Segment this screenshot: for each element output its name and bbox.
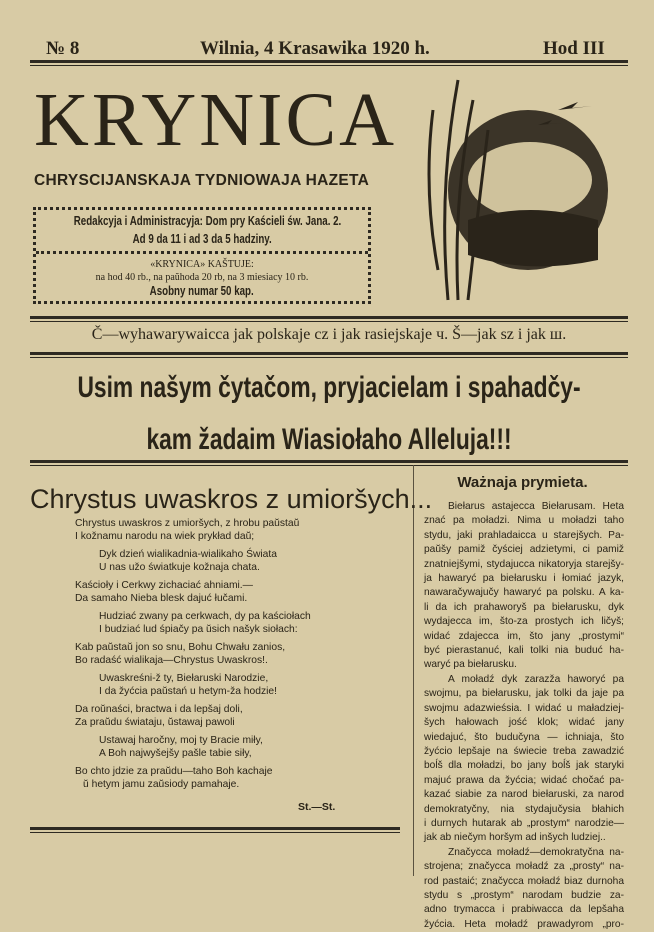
article-line: znatniejšymi, stydajucca nikatoryja starejšy- xyxy=(424,558,624,570)
article-line: Značycca moładź—demokratyčna na- xyxy=(448,846,624,858)
divider xyxy=(30,460,628,466)
poem-line: Bo radaść wialikaja—Chrystus Uwaskros!. xyxy=(75,654,268,666)
article-line: boĺš dla moładzi, bo jany boĺš jak staryki xyxy=(424,760,624,772)
article-line: kazać siabie za narod biełaruski, za narod xyxy=(424,789,624,801)
article-line: adno trymacca i prabiwacca da lepšaha xyxy=(424,904,624,916)
poem-stanza xyxy=(75,673,405,698)
poem-line: I budziać lud śpiačy pa ŭsich našyk siołach: xyxy=(99,623,298,635)
newspaper-title: KRYNICA xyxy=(34,78,398,162)
poem-line: I kožnamu narodu na wiek prykład daŭ; xyxy=(75,530,255,542)
poem-stanza xyxy=(75,642,405,667)
poem-line: U nas užo światkuje kožnaja chata. xyxy=(99,561,260,573)
poem-line: Kab paŭstaŭ jon so snu, Bohu Chwału zanios, xyxy=(75,642,286,653)
poem-stanza xyxy=(75,549,405,574)
easter-greeting-headline xyxy=(40,362,618,466)
divider xyxy=(30,60,628,66)
poem-line: Da roŭnaści, bractwa i da lepšaj doli, xyxy=(75,704,243,715)
article-line: i durnych hutarak ab „prostym“ narodzie— xyxy=(424,817,624,829)
article-line: rod pastaić; značycca moładź biaz durnoha xyxy=(424,875,624,887)
reeds-and-birds-illustration xyxy=(418,70,618,310)
poem-stanza xyxy=(75,766,405,791)
article-line: žyćcia. Heta moładź prawadyrom „pro- xyxy=(424,918,624,930)
article-line: stydu, jaki prahladaicca u starejšych. Pa- xyxy=(424,529,624,541)
article-line: demokratyčny, nia stydajučysia błahich xyxy=(424,803,624,815)
poem-signature: St.—St. xyxy=(298,801,336,813)
article-line: widać zdajecca im, što jany „prostymi“ xyxy=(424,630,624,642)
article-line: žyćcio lepšaje na świecie treba zawadzić xyxy=(424,745,624,757)
article-line: paŭšy pamiž čyściej adzietymi, ci pamiž xyxy=(424,544,624,556)
article-line: swojmu, pa biełarusku, jak tolki da jaje pa xyxy=(424,688,624,700)
article-line: być pierastanuć, kali tolki nia buduć ha- xyxy=(424,645,624,657)
poem-line: I da žyćcia paŭstań u hetym-ža hodzie! xyxy=(99,685,278,697)
poem-line: Chrystus uwaskros z umioršych, z hrobu paŭstaŭ xyxy=(75,518,300,529)
price-heading: «KRYNICA» KAŠTUJE: xyxy=(150,259,254,270)
article-line: znać pa moładzi. Nima u moładzi taho xyxy=(424,515,624,527)
poem-line: ŭ hetym jamu zaŭsiody pamahaje. xyxy=(83,778,240,790)
single-issue-price: Asobny numar 50 kap. xyxy=(149,284,255,298)
poem-stanza xyxy=(75,611,405,636)
article-line: Biełarus astajecca Biełarusam. Heta xyxy=(448,501,624,512)
article-title: Ważnaja prymieta. xyxy=(457,474,588,491)
article-line: ja hawaryć pa biełarusku i łomiać jazyk, xyxy=(424,573,624,585)
article-line: wiedajuć, što budučyna — ichniaja, što xyxy=(424,731,624,743)
poem-line: Za praŭdu świataju, ŭstawaj pawoli xyxy=(75,716,235,728)
article-line: šych hałowach jość klok; widać jany xyxy=(424,717,624,729)
divider xyxy=(30,352,628,358)
address: Redakcyja i Administracyja: Dom pry Kaścieli św. Jana. 2. xyxy=(73,214,342,228)
poem-line: Hudziać zwany pa cerkwach, dy pa kaściołach xyxy=(99,611,311,622)
article-line: nawaračywajučy hawaryć pa polsku. A ka- xyxy=(424,587,624,599)
office-hours: Ad 9 da 11 i ad 3 da 5 hadziny. xyxy=(132,232,272,246)
poem-line: Kaścioły i Cerkwy zichaciać ahniami.— xyxy=(75,580,253,591)
article-line: waryć pa biełarusku. xyxy=(424,659,517,671)
issue-number: № 8 xyxy=(46,38,80,59)
alphabet-note: Č—wyhawarywaicca jak polskaje cz i jak rasiejskaje ч. Š—jak sz i jak ш. xyxy=(91,326,567,343)
prices: na hod 40 rb., na paŭhoda 20 rb, na 3 miesiacy 10 rb. xyxy=(95,272,309,283)
column-divider xyxy=(413,465,414,876)
divider xyxy=(30,316,628,322)
headline-line: kam žadaim Wiasiołaho Alleluja!!! xyxy=(146,423,512,456)
poem-stanza xyxy=(75,704,405,729)
poem-line: Dyk dzień wialikadnia-wialikaho Świata xyxy=(99,549,277,560)
poem-line: A Boh najwyšejšy pašle tabie siły, xyxy=(99,747,252,759)
article-line: A moładź dyk zarazža haworyć pa xyxy=(448,673,624,685)
article-line: wydajecca im, što-za prostych ich ličyš; xyxy=(424,616,624,628)
divider xyxy=(30,827,400,833)
poem-stanza xyxy=(75,518,405,543)
article-body xyxy=(424,500,624,932)
info-box xyxy=(33,207,371,304)
poem-line: Ustawaj haročny, moj ty Bracie miły, xyxy=(99,735,263,746)
issue-date: Wilnia, 4 Krasawika 1920 h. xyxy=(200,38,430,59)
headline-line: Usim našym čytačom, pryjacielam i spahadčy- xyxy=(77,371,581,404)
poem-line: Bo chto jdzie za praŭdu—taho Boh kachaje xyxy=(75,766,273,777)
article-line: li da ich prahaworyš pa biełarusku, dyk xyxy=(424,601,624,613)
poem-stanza xyxy=(75,735,405,760)
newspaper-subtitle: CHRYSCIJANSKAJA TYDNIOWAJA HAZETA xyxy=(34,172,370,189)
article-line: swojmu adazwieśsia. I widać u maładziej- xyxy=(424,702,624,714)
poem-stanza xyxy=(75,580,405,605)
poem-line: Da samaho Nieba blesk dajuć łučami. xyxy=(75,592,248,604)
issue-year: Hod III xyxy=(543,38,605,59)
article-line: stydu s „prostym“ narodam budzie za- xyxy=(424,889,624,901)
poem-line: Uwaskreśni-ž ty, Biełaruski Narodzie, xyxy=(99,673,269,684)
poem-title: Chrystus uwaskros z umioršych... xyxy=(30,484,433,514)
article-line: jak ab niečym horšym ad inšych ludziej.. xyxy=(424,832,606,844)
poem-body xyxy=(75,518,405,797)
article-line: majuć prawa da žyćcia; widać chočać pa- xyxy=(424,774,624,786)
article-line: strojena; značycca moładź za „prosty“ na- xyxy=(424,861,624,873)
